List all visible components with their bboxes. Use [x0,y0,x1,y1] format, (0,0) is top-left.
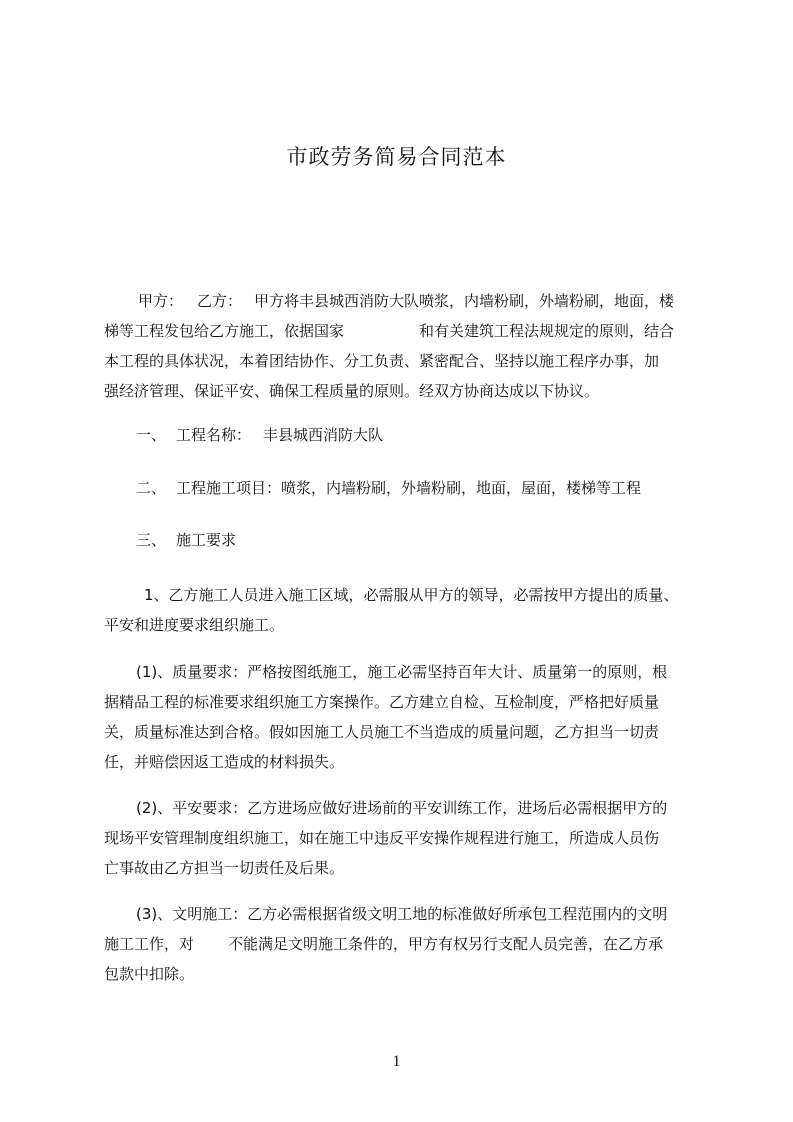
paragraph-line [104,525,700,555]
intro-line-3: 本工程的具体状况，本着团结协作、分工负责、紧密配合、坚持以施工程序办事，加 [104,352,660,370]
civilized-line-2a: 施工工作，对 [104,935,195,953]
safety-line-1: (2)、平安要求：乙方进场应做好进场前的平安训练工作，进场后必需根据甲方的 [136,799,668,817]
paragraph-line [104,346,700,376]
safety-line-2: 现场平安管理制度组织施工，如在施工中违反平安操作规程进行施工，所造成人员伤 [104,829,660,847]
intro-line-2a: 梯等工程发包给乙方施工，依据国家 [104,322,345,340]
intro-paragraph [104,286,700,406]
safety-line-3: 亡事故由乙方担当一切责任及后果。 [104,859,345,877]
intro-line-1: 甲方将丰县城西消防大队喷浆，内墙粉刷，外墙粉刷，地面，楼 [254,292,675,310]
quality-line-4: 任，并赔偿因返工造成的材料损失。 [104,753,345,771]
paragraph-line [104,580,700,610]
paragraph-line [104,687,700,717]
paragraph-line [104,959,700,989]
section-1-number: 一、 [136,426,167,444]
section-3 [104,525,700,555]
item-1-line-2: 平安和进度要求组织施工。 [104,616,285,634]
section-3-text: 施工要求 [176,531,237,549]
quality-line-1: (1)、质量要求：严格按图纸施工，施工必需坚持百年大计、质量第一的原则，根 [136,663,668,681]
quality-paragraph [104,657,700,777]
safety-paragraph [104,793,700,883]
party-a-label: 甲方： [138,292,184,310]
paragraph-line [104,657,700,687]
section-1-value: 丰县城西消防大队 [263,426,384,444]
quality-line-3: 关，质量标准达到合格。假如因施工人员施工不当造成的质量问题，乙方担当一切责 [104,723,660,741]
section-3-number: 三、 [136,531,167,549]
paragraph-line [104,929,700,959]
item-1-line-1: 1、乙方施工人员进入施工区域，必需服从甲方的领导，必需按甲方提出的质量、 [144,586,679,604]
intro-line-2b: 和有关建筑工程法规规定的原则，结合 [419,322,675,340]
paragraph-line [104,376,700,406]
paragraph-line [104,473,700,503]
section-1 [104,420,700,450]
paragraph-line [104,793,700,823]
section-2-number: 二、 [136,479,167,497]
paragraph-line [104,823,700,853]
civilized-line-2b: 不能满足文明施工条件的，甲方有权另行支配人员完善，在乙方承 [228,935,664,953]
section-1-label: 工程名称： [176,426,252,444]
paragraph-line [104,610,700,640]
document-title: 市政劳务简易合同范本 [286,145,507,169]
page-number: 1 [392,1053,401,1070]
paragraph-line [104,420,700,450]
party-b-label: 乙方： [197,292,243,310]
paragraph-line [104,286,700,316]
paragraph-line [104,316,700,346]
quality-line-2: 据精品工程的标准要求组织施工方案操作。乙方建立自检、互检制度，严格把好质量 [104,693,660,711]
section-2 [104,473,700,503]
intro-line-4: 强经济管理、保证平安、确保工程质量的原则。经双方协商达成以下协议。 [104,382,600,400]
item-1-paragraph [104,580,700,640]
civilized-line-3: 包款中扣除。 [104,965,195,983]
paragraph-line [104,899,700,929]
section-2-text: 工程施工项目：喷浆，内墙粉刷，外墙粉刷，地面，屋面，楼梯等工程 [176,479,642,497]
paragraph-line [104,747,700,777]
paragraph-line [104,717,700,747]
civilized-paragraph [104,899,700,989]
civilized-line-1: (3)、文明施工：乙方必需根据省级文明工地的标准做好所承包工程范围内的文明 [136,905,668,923]
paragraph-line [104,853,700,883]
